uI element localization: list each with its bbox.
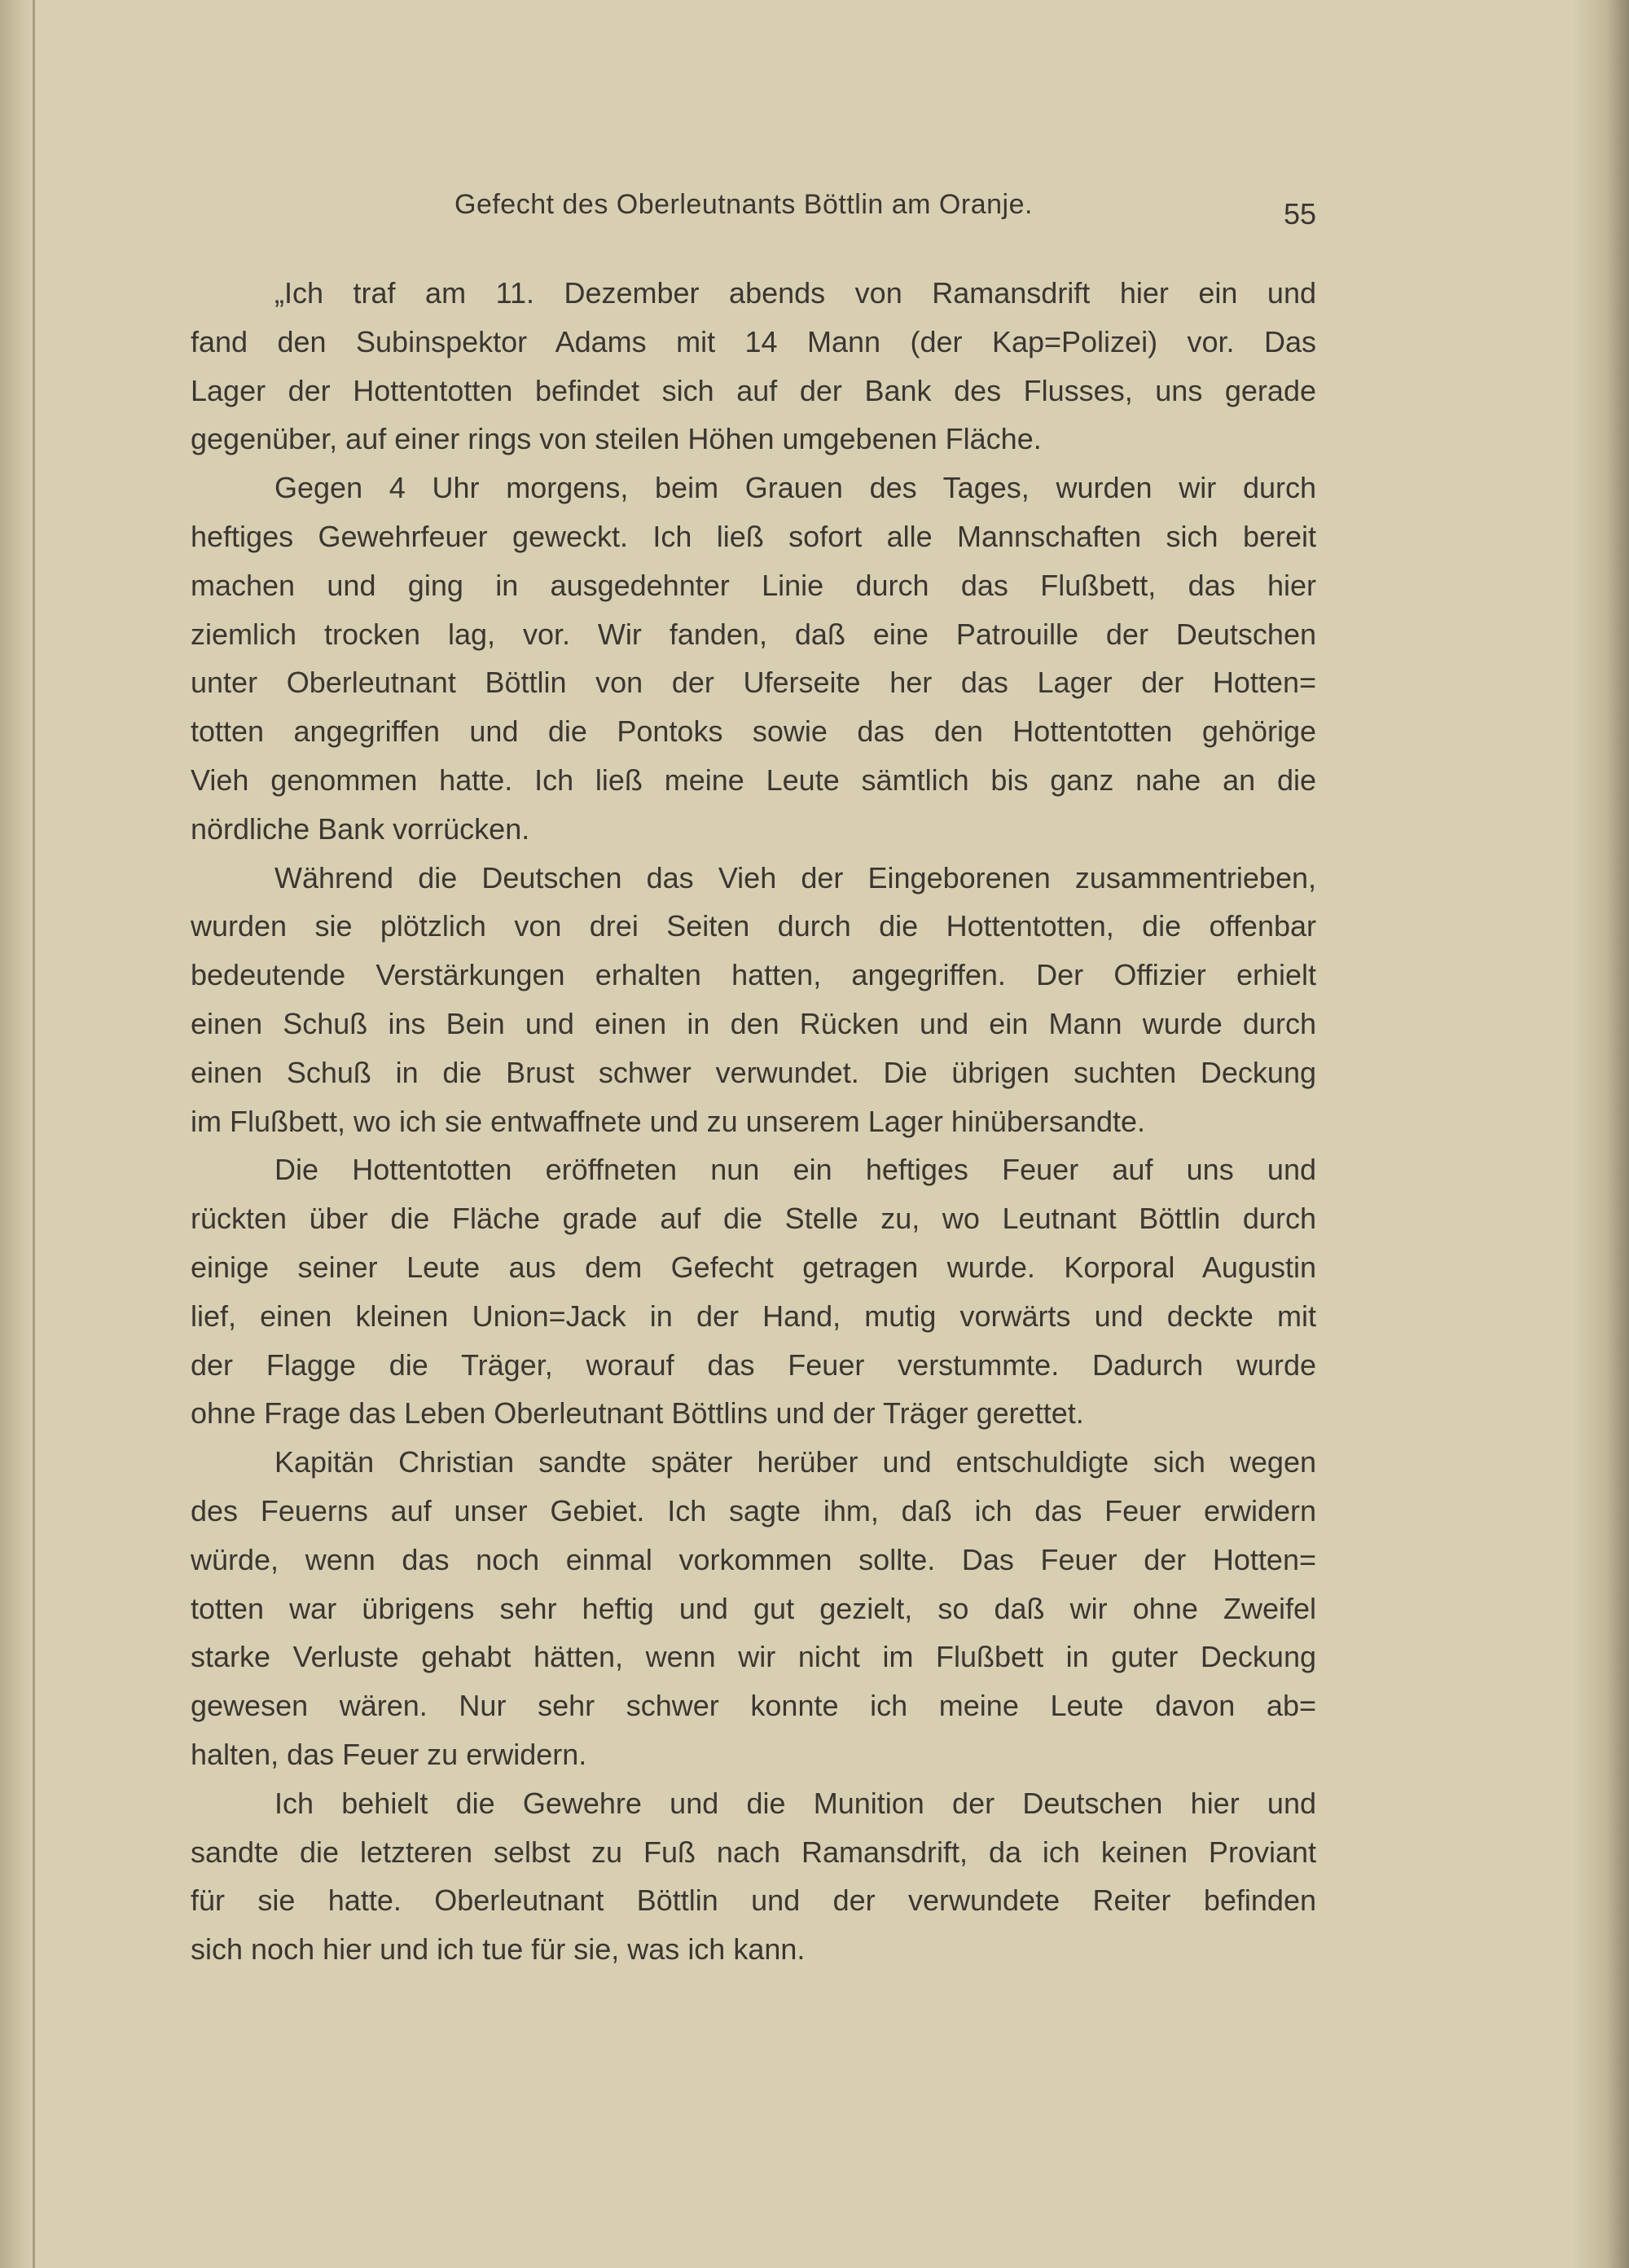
text-line: Ich behielt die Gewehre und die Munition der Deutschen hier und bbox=[274, 1786, 1316, 1820]
binding-edge bbox=[33, 0, 35, 2268]
text-line: gewesen wären. Nur sehr schwer konnte ich meine Leute davon ab= bbox=[191, 1689, 1316, 1723]
text-line: der Flagge die Träger, worauf das Feuer verstummte. Dadurch wurde bbox=[191, 1347, 1316, 1382]
page-number: 55 bbox=[1283, 197, 1316, 231]
paragraph bbox=[191, 464, 1316, 853]
text-line: rückten über die Fläche grade auf die Stelle zu, wo Leutnant Böttlin durch bbox=[191, 1202, 1316, 1236]
text-line: halten, das Feuer zu erwidern. bbox=[191, 1737, 587, 1771]
text-line: totten war übrigens sehr heftig und gut gezielt, so daß wir ohne Zweifel bbox=[191, 1591, 1316, 1625]
text-line: machen und ging in ausgedehnter Linie durch das Flußbett, das hier bbox=[191, 568, 1316, 602]
text-line: fand den Subinspektor Adams mit 14 Mann (der Kap=Polizei) vor. Das bbox=[191, 324, 1316, 358]
text-line: Gegen 4 Uhr morgens, beim Grauen des Tages, wurden wir durch bbox=[274, 471, 1316, 505]
text-line: einen Schuß in die Brust schwer verwundet. Die übrigen suchten Deckung bbox=[191, 1055, 1316, 1089]
text-line: ohne Frage das Leben Oberleutnant Böttlins und der Träger gerettet. bbox=[191, 1396, 1084, 1431]
text-line: gegenüber, auf einer rings von steilen Höhen umgebenen Fläche. bbox=[191, 422, 1042, 456]
text-line: des Feuerns auf unser Gebiet. Ich sagte ihm, daß ich das Feuer erwidern bbox=[191, 1493, 1316, 1527]
text-line: unter Oberleutnant Böttlin von der Uferseite her das Lager der Hotten= bbox=[191, 666, 1316, 700]
text-line: im Flußbett, wo ich sie entwaffnete und zu unserem Lager hinübersandte. bbox=[191, 1104, 1146, 1138]
text-line: Während die Deutschen das Vieh der Eingeborenen zusammentrieben, bbox=[274, 860, 1316, 894]
body-text bbox=[191, 269, 1316, 1974]
text-line: totten angegriffen und die Pontoks sowie das den Hottentotten gehörige bbox=[191, 714, 1316, 749]
page-edge-shadow bbox=[1572, 0, 1629, 2268]
paragraph bbox=[191, 1438, 1316, 1779]
text-line: sandte die letzteren selbst zu Fuß nach Ramansdrift, da ich keinen Proviant bbox=[191, 1835, 1316, 1869]
text-line: Kapitän Christian sandte später herüber und entschuldigte sich wegen bbox=[274, 1445, 1316, 1479]
paragraph bbox=[191, 1145, 1316, 1438]
text-line: Lager der Hottentotten befindet sich auf der Bank des Flusses, uns gerade bbox=[191, 373, 1316, 407]
text-line: lief, einen kleinen Union=Jack in der Hand, mutig vorwärts und deckte mit bbox=[191, 1299, 1316, 1333]
text-line: Vieh genommen hatte. Ich ließ meine Leute sämtlich bis ganz nahe an die bbox=[191, 763, 1316, 797]
running-title: Gefecht des Oberleutnants Böttlin am Oranje. bbox=[454, 189, 1033, 220]
text-line: wurden sie plötzlich von drei Seiten durch die Hottentotten, die offenbar bbox=[191, 909, 1316, 943]
text-line: für sie hatte. Oberleutnant Böttlin und der verwundete Reiter befinden bbox=[191, 1883, 1316, 1918]
paragraph bbox=[191, 854, 1316, 1146]
paragraph bbox=[191, 1779, 1316, 1974]
text-line: „Ich traf am 11. Dezember abends von Ramansdrift hier ein und bbox=[274, 276, 1316, 310]
text-line: bedeutende Verstärkungen erhalten hatten, angegriffen. Der Offizier erhielt bbox=[191, 958, 1316, 992]
text-line: sich noch hier und ich tue für sie, was ich kann. bbox=[191, 1932, 806, 1967]
text-line: einige seiner Leute aus dem Gefecht getragen wurde. Korporal Augustin bbox=[191, 1250, 1316, 1284]
book-binding-shadow bbox=[0, 0, 36, 2268]
text-line: heftiges Gewehrfeuer geweckt. Ich ließ sofort alle Mannschaften sich bereit bbox=[191, 519, 1316, 553]
text-line: Die Hottentotten eröffneten nun ein heftiges Feuer auf uns und bbox=[274, 1153, 1316, 1187]
page-header bbox=[191, 189, 1316, 230]
text-line: würde, wenn das noch einmal vorkommen sollte. Das Feuer der Hotten= bbox=[191, 1542, 1316, 1576]
text-line: starke Verluste gehabt hätten, wenn wir nicht im Flußbett in guter Deckung bbox=[191, 1640, 1316, 1674]
paragraph bbox=[191, 269, 1316, 464]
text-line: einen Schuß ins Bein und einen in den Rücken und ein Mann wurde durch bbox=[191, 1006, 1316, 1040]
text-line: ziemlich trocken lag, vor. Wir fanden, daß eine Patrouille der Deutschen bbox=[191, 617, 1316, 651]
text-line: nördliche Bank vorrücken. bbox=[191, 811, 530, 846]
